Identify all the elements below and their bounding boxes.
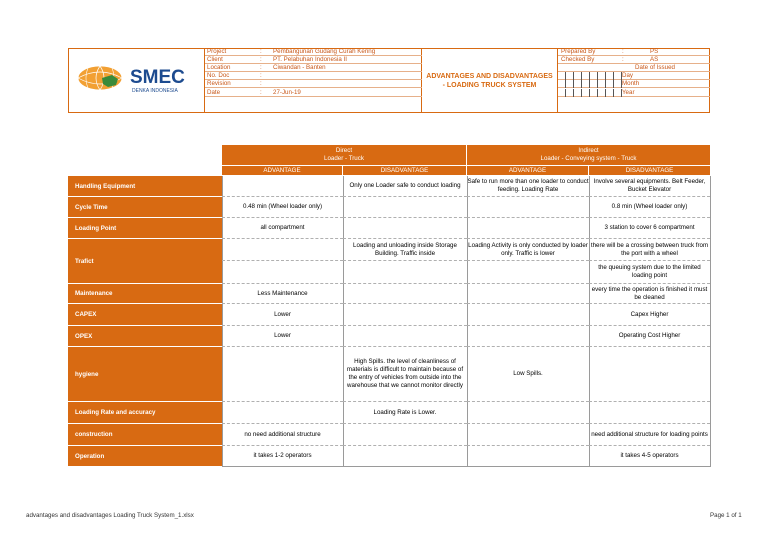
date-box xyxy=(598,80,606,88)
cell-direct-advantage: all compartment xyxy=(222,218,343,239)
project-info xyxy=(205,48,422,113)
row-label-operation: Operation xyxy=(68,446,222,467)
year-row xyxy=(558,89,710,97)
info-row-location xyxy=(205,64,422,72)
date-box xyxy=(614,80,622,88)
date-issued-row xyxy=(558,64,710,72)
info-value: 27-Jun-19 xyxy=(273,88,301,96)
date-box xyxy=(598,89,606,97)
footer-page-number: Page 1 of 1 xyxy=(710,512,742,519)
date-box xyxy=(558,80,566,88)
month-label: Month xyxy=(622,80,640,88)
cell-direct-advantage-2 xyxy=(222,261,343,284)
cell-direct-disadvantage: Loading Rate is Lower. xyxy=(343,402,467,424)
approval-block xyxy=(558,48,710,113)
corner-blank xyxy=(68,145,222,176)
row-label-construction: construction xyxy=(68,424,222,446)
cell-direct-advantage: Lower xyxy=(222,326,343,347)
cell-direct-advantage xyxy=(222,347,343,402)
info-value: Pembangunan Gudang Curah Kering xyxy=(273,48,376,55)
indirect-subtitle: Loader - Conveying system - Truck xyxy=(540,155,637,162)
info-colon: : xyxy=(260,64,262,72)
row-label-maintenance: Maintenance xyxy=(68,284,222,304)
row-label-opex: OPEX xyxy=(68,326,222,347)
info-row-date xyxy=(205,89,422,97)
row-label-loading-rate: Loading Rate and accuracy xyxy=(68,402,222,424)
cell-direct-disadvantage: High Spills. the level of cleanliness of materials is difficult to maintain because of the entry of vehicles from outside into the warehouse that we cannot monitor directly xyxy=(343,347,467,402)
info-colon: : xyxy=(260,56,262,64)
date-box xyxy=(574,89,582,97)
logo-text: SMEC xyxy=(130,67,185,88)
cell-indirect-disadvantage xyxy=(589,347,710,402)
date-box xyxy=(566,80,574,88)
direct-advantage-header: ADVANTAGE xyxy=(222,166,343,175)
cell-indirect-advantage xyxy=(467,326,589,347)
cell-direct-disadvantage: Loading and unloading inside Storage Building. Traffic inside xyxy=(343,239,467,261)
logo-subtext: DENKA INDONESIA xyxy=(132,88,178,94)
cell-indirect-advantage xyxy=(467,304,589,326)
info-row-revision xyxy=(205,80,422,88)
info-row-client xyxy=(205,56,422,64)
cell-direct-advantage: Lower xyxy=(222,304,343,326)
date-box xyxy=(582,72,590,80)
info-label: Revision xyxy=(207,80,231,88)
cell-indirect-advantage xyxy=(467,446,589,467)
date-box xyxy=(566,89,574,97)
cell-indirect-disadvantage xyxy=(589,402,710,424)
cell-indirect-advantage-2 xyxy=(467,261,589,284)
cell-indirect-disadvantage: it takes 4-5 operators xyxy=(589,446,710,467)
direct-subtitle: Loader - Truck xyxy=(324,155,364,162)
date-box xyxy=(582,89,590,97)
cell-direct-advantage xyxy=(222,239,343,261)
date-box xyxy=(590,72,598,80)
column-divider xyxy=(710,176,711,467)
cell-direct-advantage xyxy=(222,402,343,424)
row-label-hygiene: hygiene xyxy=(68,347,222,402)
info-value: PT. Pelabuhan Indonesia II xyxy=(273,56,347,64)
date-box xyxy=(606,89,614,97)
cell-direct-disadvantage xyxy=(343,197,467,218)
date-box xyxy=(590,89,598,97)
cell-indirect-advantage: Safe to run more than one loader to conduct feeding. Loading Rate xyxy=(467,176,589,197)
cell-direct-disadvantage xyxy=(343,284,467,304)
info-row-nodoc xyxy=(205,72,422,80)
date-box xyxy=(614,89,622,97)
cell-indirect-disadvantage: Capex Higher xyxy=(589,304,710,326)
date-box xyxy=(590,80,598,88)
date-box xyxy=(566,72,574,80)
info-row-project xyxy=(205,48,422,56)
year-label: Year xyxy=(622,88,635,96)
cell-direct-disadvantage xyxy=(343,326,467,347)
indirect-disadvantage-header: DISADVANTAGE xyxy=(589,166,710,175)
date-box xyxy=(558,72,566,80)
cell-indirect-disadvantage-2: the queuing system due to the limited loading point xyxy=(589,261,710,284)
prepared-by-label: Prepared By xyxy=(561,48,596,55)
cell-direct-disadvantage-2 xyxy=(343,261,467,284)
colon: : xyxy=(622,48,624,55)
info-label: Date xyxy=(207,88,221,96)
row-label-handling-equipment: Handling Equipment xyxy=(68,176,222,197)
footer-filename: advantages and disadvantages Loading Truck System_1.xlsx xyxy=(26,512,194,519)
date-box xyxy=(558,89,566,97)
date-box xyxy=(614,72,622,80)
document-title: ADVANTAGES AND DISADVANTAGES - LOADING TRUCK SYSTEM xyxy=(422,48,558,113)
cell-indirect-advantage xyxy=(467,284,589,304)
row-label-capex: CAPEX xyxy=(68,304,222,326)
indirect-title: Indirect xyxy=(578,147,599,154)
cell-indirect-disadvantage: need additional structure for loading points xyxy=(589,424,710,446)
month-row xyxy=(558,80,710,88)
info-colon: : xyxy=(260,72,262,80)
row-label-trafict: Trafict xyxy=(68,239,222,284)
cell-direct-advantage: Less Maintenance xyxy=(222,284,343,304)
indirect-header xyxy=(467,145,710,165)
checked-by-value: AS xyxy=(650,56,659,64)
info-label: Project xyxy=(207,48,227,55)
info-colon: : xyxy=(260,48,262,55)
cell-indirect-advantage: Low Spills. xyxy=(467,347,589,402)
prepared-by-value: PS xyxy=(650,48,659,55)
cell-direct-disadvantage xyxy=(343,446,467,467)
checked-by-row xyxy=(558,56,710,64)
cell-indirect-disadvantage: Involve several equipments. Belt Feeder, Bucket Elevator xyxy=(589,176,710,197)
info-colon: : xyxy=(260,88,262,96)
cell-indirect-disadvantage: 3 station to cover 6 compartment xyxy=(589,218,710,239)
logo-cell xyxy=(68,48,205,113)
checked-by-label: Checked By xyxy=(561,56,595,64)
direct-title: Direct xyxy=(335,147,353,154)
cell-indirect-disadvantage: every time the operation is finished it must be cleaned xyxy=(589,284,710,304)
info-label: Location xyxy=(207,64,231,72)
date-issued-label: Date of Issued xyxy=(635,64,675,72)
cell-direct-disadvantage: Only one Loader safe to conduct loading xyxy=(343,176,467,197)
cell-indirect-advantage xyxy=(467,424,589,446)
cell-direct-advantage: 0.48 min (Wheel loader only) xyxy=(222,197,343,218)
cell-indirect-disadvantage: 0.8 min (Wheel loader only) xyxy=(589,197,710,218)
cell-indirect-disadvantage: Operating Cost Higher xyxy=(589,326,710,347)
date-box xyxy=(574,72,582,80)
colon: : xyxy=(622,56,624,64)
direct-header xyxy=(222,145,467,165)
cell-direct-disadvantage xyxy=(343,218,467,239)
cell-indirect-disadvantage: there will be a crossing between truck from the port with a wheel xyxy=(589,239,710,261)
prepared-by-row xyxy=(558,48,710,56)
date-box xyxy=(606,72,614,80)
cell-direct-disadvantage xyxy=(343,424,467,446)
row-label-cycle-time: Cycle Time xyxy=(68,197,222,218)
cell-direct-advantage: no need additional structure xyxy=(222,424,343,446)
row-label-loading-point: Loading Point xyxy=(68,218,222,239)
cell-indirect-advantage xyxy=(467,402,589,424)
cell-indirect-advantage: Loading Activity is only conducted by loader only. Traffic is lower xyxy=(467,239,589,261)
day-label: Day xyxy=(622,72,634,80)
day-row xyxy=(558,72,710,80)
date-box xyxy=(598,72,606,80)
date-box xyxy=(574,80,582,88)
direct-disadvantage-header: DISADVANTAGE xyxy=(343,166,467,175)
info-value: Ciwandan - Banten xyxy=(273,64,326,72)
cell-direct-advantage: it takes 1-2 operators xyxy=(222,446,343,467)
info-label: Client xyxy=(207,56,223,64)
cell-indirect-advantage xyxy=(467,218,589,239)
cell-direct-disadvantage xyxy=(343,304,467,326)
info-colon: : xyxy=(260,80,262,88)
cell-direct-advantage xyxy=(222,176,343,197)
info-label: No. Doc xyxy=(207,72,230,80)
date-box xyxy=(606,80,614,88)
indirect-advantage-header: ADVANTAGE xyxy=(467,166,589,175)
cell-indirect-advantage xyxy=(467,197,589,218)
date-box xyxy=(582,80,590,88)
